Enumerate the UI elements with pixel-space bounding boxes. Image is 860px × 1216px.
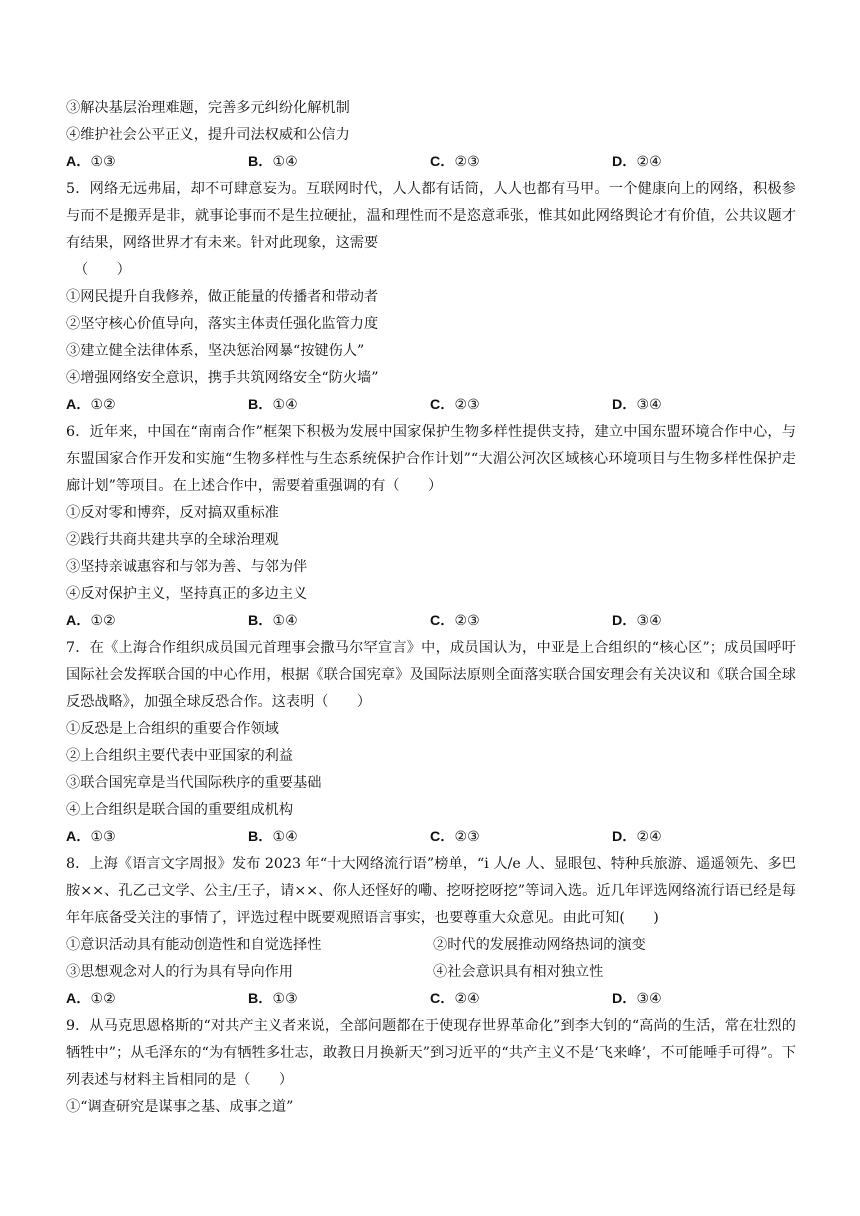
q4-option-a[interactable]: A．①③: [66, 154, 116, 170]
q6-option-b[interactable]: B．①④: [248, 613, 298, 629]
q5-item-2: ②坚守核心价值导向，落实主体责任强化监管力度: [66, 316, 379, 332]
q7-option-d[interactable]: D．②④: [612, 829, 662, 845]
q4-item-4: ④维护社会公平正义，提升司法权威和公信力: [66, 127, 350, 143]
q5-item-4: ④增强网络安全意识，携手共筑网络安全“防火墙”: [66, 370, 379, 386]
q6-item-3: ③坚持亲诚惠容和与邻为善、与邻为伴: [66, 559, 308, 575]
q5-option-d[interactable]: D．③④: [612, 397, 662, 413]
q8-option-a[interactable]: A．①②: [66, 991, 116, 1007]
q5-item-1: ①网民提升自我修养，做正能量的传播者和带动者: [66, 289, 379, 305]
q9-stem: 9．从马克思恩格斯的“对共产主义者来说，全部问题都在于使现存世界革命化”到李大钊的“高尚的生活，常在壮烈的牺牲中”；从毛泽东的“为有牺牲多壮志，敢教日月换新天”到习近平的“共产主义不是‘飞来峰’，不可能唾手可得”。下列表述与材料主旨相同的是（ ）: [66, 1018, 796, 1088]
q6-item-2: ②践行共商共建共享的全球治理观: [66, 532, 279, 548]
q7-item-3: ③联合国宪章是当代国际秩序的重要基础: [66, 775, 322, 791]
q6-options: [66, 608, 796, 635]
q7-item-2: ②上合组织主要代表中亚国家的利益: [66, 748, 294, 764]
q8-option-d[interactable]: D．③④: [612, 991, 662, 1007]
q7-options: [66, 824, 796, 851]
q8-option-c[interactable]: C．②④: [430, 991, 480, 1007]
q7-stem: 7．在《上海合作组织成员国元首理事会撒马尔罕宣言》中，成员国认为，中亚是上合组织的“核心区”；成员国呼吁国际社会发挥联合国的中心作用，根据《联合国宪章》及国际法原则全面落实联合国安理会有关决议和《联合国全球反恐战略》，加强全球反恐合作。这表明（ ）: [66, 640, 796, 710]
q5-stem: 5．网络无远弗届，却不可肆意妄为。互联网时代，人人都有话筒，人人也都有马甲。一个健康向上的网络，积极参与而不是搬弄是非，就事论事而不是生拉硬扯，温和理性而不是恣意乖张，惟其如此网络舆论才有价值，公共议题才有结果，网络世界才有未来。针对此现象，这需要: [66, 181, 796, 251]
q6-option-c[interactable]: C．②③: [430, 613, 480, 629]
q5-option-b[interactable]: B．①④: [248, 397, 298, 413]
q8-item-4: ④社会意识具有相对独立性: [433, 964, 604, 980]
q8-stem: 8．上海《语言文字周报》发布 2023 年“十大网络流行语”榜单，“i 人/e 人、显眼包、特种兵旅游、遥遥领先、多巴胺××、孔乙己文学、公主/王子，请××、你人还怪好的嘞、挖呀挖呀挖”等词入选。近几年评选网络流行语已经是每年年底备受关注的事情了，评选过程中既要观照语言事实，也要尊重大众意见。由此可知( ): [66, 856, 796, 926]
q8-item-3: ③思想观念对人的行为具有导向作用: [66, 964, 294, 980]
q4-option-d[interactable]: D．②④: [612, 154, 662, 170]
q6-stem: 6．近年来，中国在“南南合作”框架下积极为发展中国家保护生物多样性提供支持，建立中国东盟环境合作中心，与东盟国家合作开发和实施“生物多样性与生态系统保护合作计划”“大湄公河次区域核心环境项目与生物多样性保护走廊计划”等项目。在上述合作中，需要着重强调的有（ ）: [66, 424, 796, 494]
q8-item-2: ②时代的发展推动网络热词的演变: [433, 937, 646, 953]
q4-option-b[interactable]: B．①④: [248, 154, 298, 170]
q8-item-1: ①意识活动具有能动创造性和自觉选择性: [66, 937, 322, 953]
q9-item-1: ①“调查研究是谋事之基、成事之道”: [66, 1099, 294, 1115]
q6-option-d[interactable]: D．③④: [612, 613, 662, 629]
q5-answer-blank: （ ）: [74, 262, 131, 278]
q4-item-3: ③解决基层治理难题，完善多元纠纷化解机制: [66, 100, 350, 116]
q7-item-4: ④上合组织是联合国的重要组成机构: [66, 802, 294, 818]
exam-page: [66, 95, 796, 1121]
q6-item-4: ④反对保护主义，坚持真正的多边主义: [66, 586, 308, 602]
q8-items-row-1: [66, 932, 796, 959]
q7-item-1: ①反恐是上合组织的重要合作领域: [66, 721, 279, 737]
q4-option-c[interactable]: C．②③: [430, 154, 480, 170]
q6-item-1: ①反对零和博弈，反对搞双重标准: [66, 505, 279, 521]
q5-option-c[interactable]: C．②③: [430, 397, 480, 413]
q6-option-a[interactable]: A．①②: [66, 613, 116, 629]
q7-option-a[interactable]: A．①③: [66, 829, 116, 845]
q5-option-a[interactable]: A．①②: [66, 397, 116, 413]
q4-options: [66, 149, 796, 176]
q8-items-row-2: [66, 959, 796, 986]
q7-option-b[interactable]: B．①④: [248, 829, 298, 845]
q7-option-c[interactable]: C．②③: [430, 829, 480, 845]
q8-options: [66, 986, 796, 1013]
q8-option-b[interactable]: B．①③: [248, 991, 298, 1007]
q5-item-3: ③建立健全法律体系，坚决惩治网暴“按键伤人”: [66, 343, 365, 359]
q5-options: [66, 392, 796, 419]
